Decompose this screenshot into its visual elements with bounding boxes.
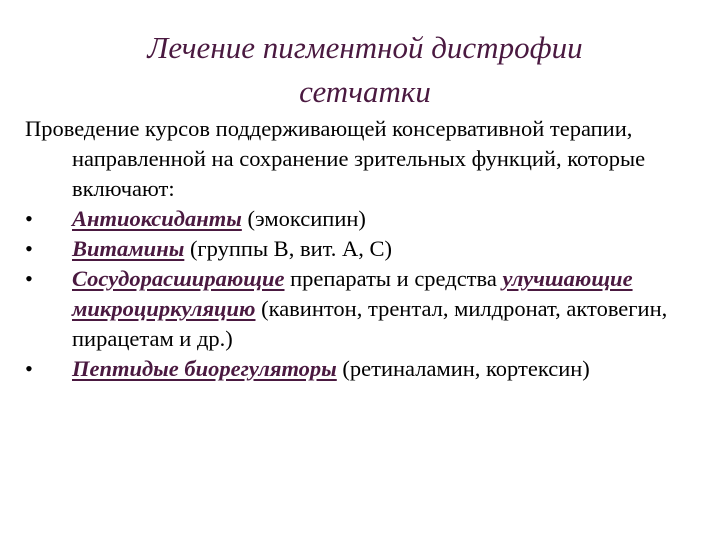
slide-body: [25, 114, 715, 384]
item-detail: (группы В, вит. А, С): [184, 236, 392, 261]
item-middle: препараты и средства: [284, 266, 503, 291]
item-detail: (эмоксипин): [241, 206, 366, 231]
list-item-vasodilators: [25, 264, 715, 354]
item-emphasis: Витамины: [72, 236, 185, 261]
bullet-marker: •: [25, 206, 33, 231]
slide-title-line-2: сетчатки: [299, 74, 431, 109]
bullet-marker: •: [25, 236, 33, 261]
item-emphasis: Сосудорасширающие: [72, 266, 285, 291]
item-emphasis: Антиоксиданты: [72, 206, 242, 231]
intro-paragraph: Проведение курсов поддерживающей консервативной терапии, направленной на сохранение зрительных функций, которые включают:: [25, 116, 646, 201]
list-item-vitamins: [25, 234, 715, 264]
list-item-peptide-bioregulators: [25, 354, 715, 384]
slide-title-line-1: Лечение пигментной дистрофии: [147, 30, 583, 65]
item-detail: (кавинтон, трентал, милдронат, актовегин, пирацетам и др.): [72, 296, 668, 351]
list-item-antioxidants: [25, 204, 715, 234]
item-emphasis: Пептидые биорегуляторы: [72, 356, 337, 381]
item-emphasis-secondary: улучшающие микроциркуляцию: [72, 266, 633, 321]
bullet-marker: •: [25, 356, 33, 381]
treatment-list: [25, 204, 715, 384]
slide-title: [40, 26, 690, 114]
item-detail: (ретиналамин, кортексин): [336, 356, 590, 381]
bullet-marker: •: [25, 266, 33, 291]
